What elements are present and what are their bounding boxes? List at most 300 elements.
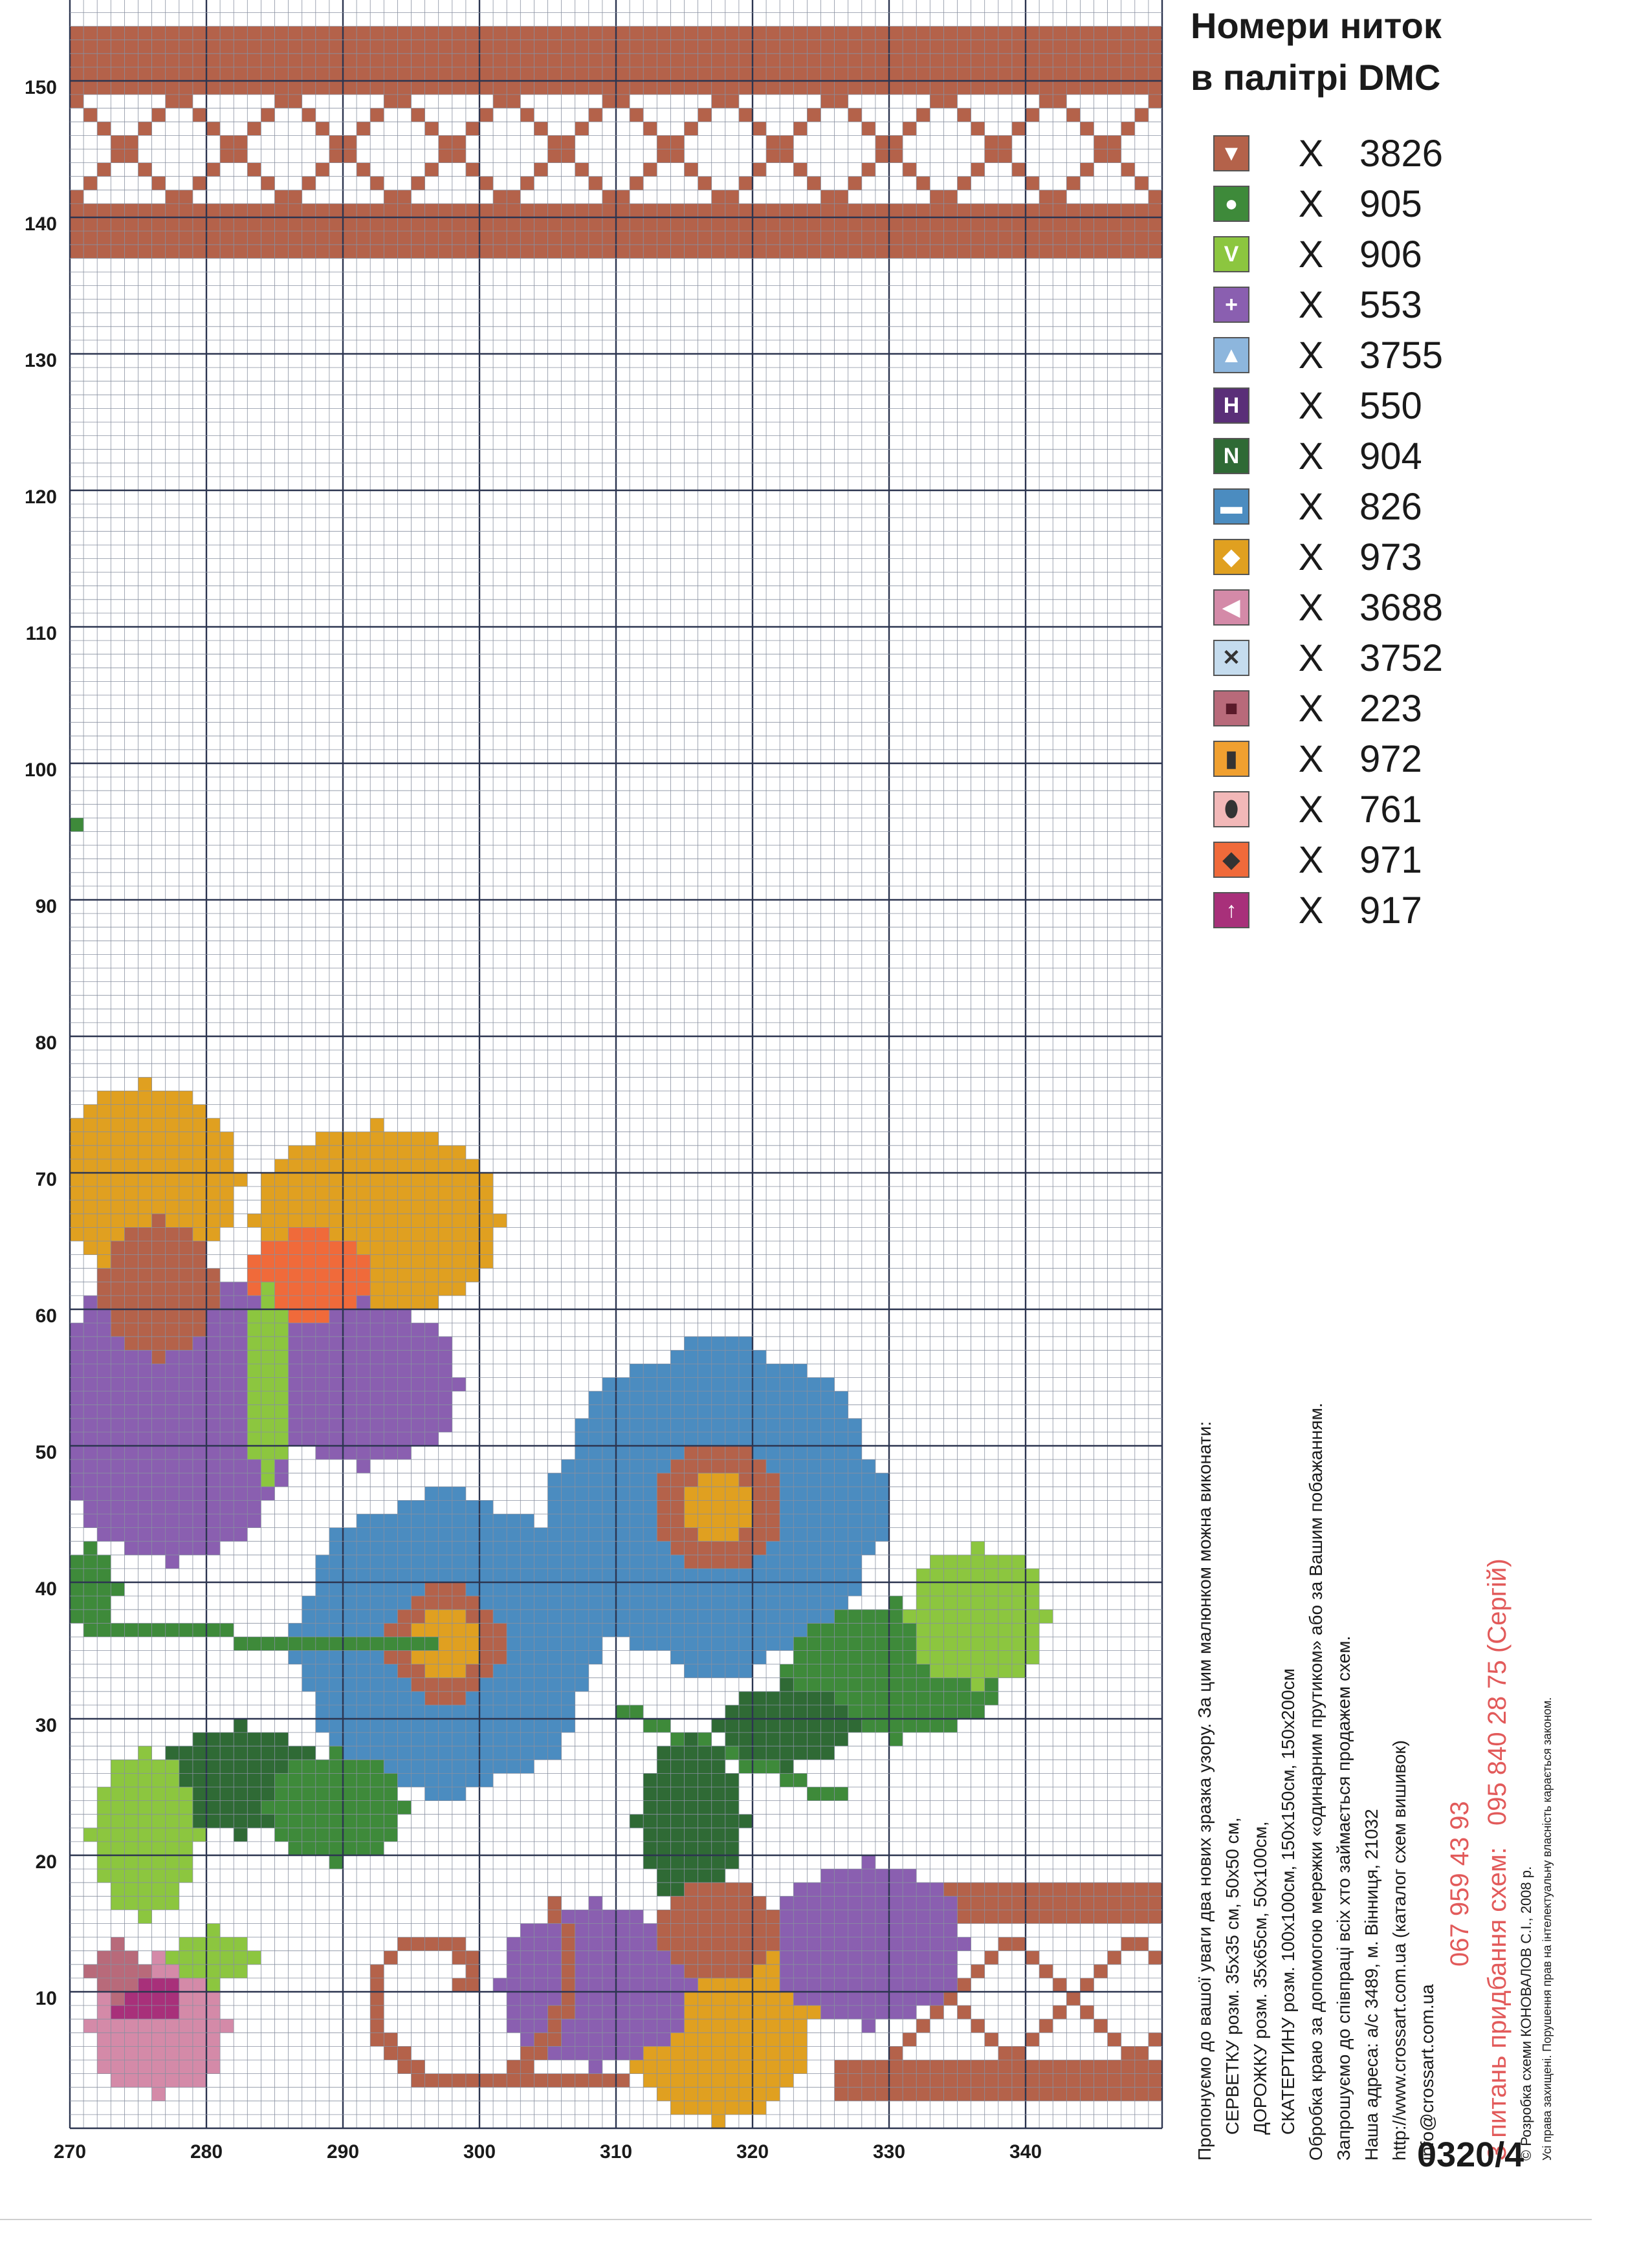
stitch-cell bbox=[670, 2074, 684, 2088]
stitch-cell bbox=[412, 1664, 425, 1678]
stitch-cell bbox=[111, 1869, 124, 1882]
stitch-cell bbox=[111, 1336, 124, 1350]
stitch-cell bbox=[1053, 81, 1066, 94]
stitch-cell bbox=[397, 1186, 411, 1200]
stitch-cell bbox=[889, 2074, 903, 2088]
stitch-cell bbox=[479, 1596, 493, 1609]
stitch-cell bbox=[807, 1623, 820, 1637]
stitch-cell bbox=[916, 231, 930, 245]
stitch-cell bbox=[862, 2060, 875, 2074]
stitch-cell bbox=[138, 217, 152, 231]
stitch-cell bbox=[889, 149, 903, 163]
stitch-cell bbox=[452, 1269, 466, 1282]
stitch-cell bbox=[725, 81, 739, 94]
stitch-cell bbox=[807, 1500, 820, 1514]
stitch-cell bbox=[889, 1924, 903, 1937]
stitch-cell bbox=[848, 54, 862, 67]
stitch-cell bbox=[562, 1487, 575, 1500]
stitch-cell bbox=[439, 1582, 452, 1596]
stitch-cell bbox=[1080, 1978, 1094, 1992]
stitch-cell bbox=[384, 1364, 397, 1377]
stitch-cell bbox=[370, 27, 384, 40]
stitch-cell bbox=[534, 1937, 547, 1951]
stitch-cell bbox=[302, 27, 316, 40]
stitch-cell bbox=[643, 2074, 657, 2088]
stitch-cell bbox=[329, 1555, 343, 1569]
stitch-cell bbox=[412, 1542, 425, 1555]
stitch-cell bbox=[111, 1350, 124, 1364]
stitch-cell bbox=[425, 1664, 439, 1678]
stitch-cell bbox=[397, 1323, 411, 1336]
stitch-cell bbox=[370, 1842, 384, 1855]
stitch-cell bbox=[821, 1924, 835, 1937]
stitch-cell bbox=[397, 1336, 411, 1350]
stitch-cell bbox=[575, 1992, 589, 2005]
stitch-cell bbox=[985, 2074, 998, 2088]
stitch-cell bbox=[316, 1637, 329, 1650]
stitch-cell bbox=[985, 40, 998, 54]
stitch-cell bbox=[261, 1200, 274, 1214]
stitch-cell bbox=[753, 204, 766, 217]
stitch-cell bbox=[930, 204, 943, 217]
stitch-cell bbox=[875, 54, 889, 67]
stitch-cell bbox=[616, 231, 630, 245]
stitch-cell bbox=[575, 1555, 589, 1569]
stitch-cell bbox=[520, 204, 534, 217]
stitch-cell bbox=[657, 1978, 670, 1992]
stitch-cell bbox=[124, 1091, 138, 1104]
stitch-cell bbox=[753, 2046, 766, 2060]
stitch-cell bbox=[412, 1227, 425, 1241]
stitch-cell bbox=[384, 1214, 397, 1227]
stitch-cell bbox=[848, 1869, 862, 1882]
stitch-cell bbox=[712, 1965, 725, 1978]
stitch-cell bbox=[412, 1692, 425, 1705]
stitch-cell bbox=[1026, 217, 1039, 231]
stitch-cell bbox=[848, 40, 862, 54]
stitch-cell bbox=[261, 1473, 274, 1487]
stitch-cell bbox=[97, 1227, 111, 1241]
stitch-cell bbox=[548, 1623, 562, 1637]
stitch-cell bbox=[520, 1555, 534, 1569]
stitch-cell bbox=[534, 2005, 547, 2019]
stitch-cell bbox=[357, 1132, 370, 1146]
stitch-cell bbox=[479, 1637, 493, 1650]
stitch-cell bbox=[166, 1992, 179, 2005]
stitch-cell bbox=[247, 1323, 261, 1336]
stitch-cell bbox=[520, 1692, 534, 1705]
stitch-cell bbox=[138, 2060, 152, 2074]
stitch-cell bbox=[835, 204, 848, 217]
stitch-cell bbox=[616, 1609, 630, 1623]
stitch-cell bbox=[1039, 54, 1053, 67]
stitch-cell bbox=[111, 217, 124, 231]
stitch-cell bbox=[1135, 245, 1149, 258]
stitch-cell bbox=[930, 231, 943, 245]
stitch-cell bbox=[152, 1896, 166, 1910]
stitch-cell bbox=[958, 1937, 971, 1951]
stitch-cell bbox=[821, 1719, 835, 1732]
stitch-cell bbox=[343, 1296, 357, 1309]
stitch-cell bbox=[138, 40, 152, 54]
stitch-cell bbox=[630, 2005, 643, 2019]
stitch-cell bbox=[439, 54, 452, 67]
stitch-cell bbox=[193, 245, 206, 258]
stitch-cell bbox=[807, 1582, 820, 1596]
stitch-cell bbox=[166, 1309, 179, 1323]
stitch-cell bbox=[193, 2074, 206, 2088]
stitch-cell bbox=[193, 1214, 206, 1227]
stitch-cell bbox=[247, 1773, 261, 1787]
stitch-cell bbox=[998, 1569, 1012, 1582]
stitch-cell bbox=[1012, 245, 1026, 258]
stitch-cell bbox=[343, 1227, 357, 1241]
stitch-cell bbox=[507, 1732, 520, 1746]
stitch-cell bbox=[1121, 2074, 1135, 2088]
stitch-cell bbox=[452, 1146, 466, 1159]
stitch-cell bbox=[1066, 204, 1080, 217]
stitch-cell bbox=[875, 1514, 889, 1528]
stitch-cell bbox=[370, 1746, 384, 1760]
stitch-cell bbox=[152, 1623, 166, 1637]
stitch-cell bbox=[166, 1500, 179, 1514]
stitch-cell bbox=[943, 1965, 957, 1978]
stitch-cell bbox=[848, 67, 862, 81]
stitch-cell bbox=[739, 54, 753, 67]
stitch-cell bbox=[602, 1446, 616, 1459]
stitch-cell bbox=[70, 217, 83, 231]
stitch-cell bbox=[412, 67, 425, 81]
stitch-cell bbox=[179, 1487, 193, 1500]
stitch-cell bbox=[903, 2074, 916, 2088]
stitch-cell bbox=[657, 1951, 670, 1965]
stitch-cell bbox=[425, 1678, 439, 1692]
stitch-cell bbox=[97, 1405, 111, 1419]
stitch-cell bbox=[247, 1746, 261, 1760]
stitch-cell bbox=[739, 1419, 753, 1432]
stitch-cell bbox=[425, 1200, 439, 1214]
stitch-cell bbox=[507, 1582, 520, 1596]
stitch-cell bbox=[329, 1760, 343, 1773]
stitch-cell bbox=[343, 1200, 357, 1214]
stitch-cell bbox=[985, 1596, 998, 1609]
stitch-cell bbox=[1108, 2088, 1121, 2101]
stitch-cell bbox=[616, 27, 630, 40]
stitch-cell bbox=[575, 1582, 589, 1596]
stitch-cell bbox=[1053, 1910, 1066, 1923]
stitch-cell bbox=[329, 1801, 343, 1815]
stitch-cell bbox=[152, 1787, 166, 1801]
stitch-cell bbox=[875, 1978, 889, 1992]
stitch-cell bbox=[903, 245, 916, 258]
stitch-cell bbox=[166, 1978, 179, 1992]
stitch-cell bbox=[370, 1282, 384, 1296]
stitch-cell bbox=[698, 2101, 712, 2115]
stitch-cell bbox=[247, 1350, 261, 1364]
stitch-cell bbox=[698, 1623, 712, 1637]
stitch-cell bbox=[807, 108, 820, 122]
stitch-cell bbox=[179, 217, 193, 231]
stitch-cell bbox=[548, 1500, 562, 1514]
stitch-cell bbox=[835, 1609, 848, 1623]
stitch-cell bbox=[875, 1719, 889, 1732]
stitch-cell bbox=[193, 231, 206, 245]
stitch-cell bbox=[862, 2019, 875, 2033]
stitch-cell bbox=[725, 54, 739, 67]
stitch-cell bbox=[343, 27, 357, 40]
stitch-cell bbox=[848, 1514, 862, 1528]
stitch-cell bbox=[83, 1336, 97, 1350]
stitch-cell bbox=[289, 1227, 302, 1241]
stitch-cell bbox=[889, 1692, 903, 1705]
stitch-cell bbox=[357, 1186, 370, 1200]
stitch-cell bbox=[520, 2074, 534, 2088]
stitch-cell bbox=[712, 1378, 725, 1391]
stitch-cell bbox=[712, 1446, 725, 1459]
stitch-cell bbox=[439, 1528, 452, 1542]
stitch-cell bbox=[111, 1186, 124, 1200]
stitch-cell bbox=[630, 54, 643, 67]
stitch-cell bbox=[152, 245, 166, 258]
stitch-cell bbox=[862, 245, 875, 258]
stitch-cell bbox=[152, 1487, 166, 1500]
stitch-cell bbox=[425, 1241, 439, 1255]
stitch-cell bbox=[493, 1637, 507, 1650]
stitch-cell bbox=[943, 204, 957, 217]
stitch-cell bbox=[807, 27, 820, 40]
stitch-cell bbox=[685, 2088, 698, 2101]
stitch-cell bbox=[206, 1801, 220, 1815]
stitch-cell bbox=[138, 1391, 152, 1405]
stitch-cell bbox=[179, 1323, 193, 1336]
stitch-cell bbox=[302, 1364, 316, 1377]
stitch-cell bbox=[247, 1801, 261, 1815]
stitch-cell bbox=[193, 1255, 206, 1269]
stitch-cell bbox=[97, 67, 111, 81]
stitch-cell bbox=[685, 1446, 698, 1459]
stitch-cell bbox=[275, 1773, 289, 1787]
stitch-cell bbox=[370, 1719, 384, 1732]
stitch-cell bbox=[575, 204, 589, 217]
stitch-cell bbox=[138, 204, 152, 217]
stitch-cell bbox=[152, 1760, 166, 1773]
stitch-cell bbox=[152, 2088, 166, 2101]
stitch-cell bbox=[97, 122, 111, 135]
stitch-cell bbox=[289, 1173, 302, 1186]
stitch-cell bbox=[780, 245, 793, 258]
stitch-cell bbox=[1108, 1882, 1121, 1896]
stitch-cell bbox=[821, 1569, 835, 1582]
stitch-cell bbox=[97, 27, 111, 40]
stitch-cell bbox=[397, 1719, 411, 1732]
stitch-cell bbox=[220, 1500, 234, 1514]
stitch-cell bbox=[370, 67, 384, 81]
stitch-cell bbox=[97, 1459, 111, 1473]
legend-x: X bbox=[1298, 384, 1324, 427]
stitch-cell bbox=[657, 1992, 670, 2005]
stitch-cell bbox=[602, 217, 616, 231]
stitch-cell bbox=[780, 1719, 793, 1732]
stitch-cell bbox=[70, 1419, 83, 1432]
stitch-cell bbox=[943, 27, 957, 40]
stitch-cell bbox=[466, 1637, 479, 1650]
stitch-cell bbox=[985, 1882, 998, 1896]
stitch-cell bbox=[220, 67, 234, 81]
stitch-cell bbox=[138, 27, 152, 40]
stitch-cell bbox=[685, 1801, 698, 1815]
stitch-cell bbox=[343, 1569, 357, 1582]
stitch-cell bbox=[138, 1118, 152, 1132]
stitch-cell bbox=[384, 1773, 397, 1787]
stitch-cell bbox=[247, 81, 261, 94]
stitch-cell bbox=[766, 1446, 780, 1459]
stitch-cell bbox=[1026, 1569, 1039, 1582]
stitch-cell bbox=[875, 217, 889, 231]
stitch-cell bbox=[412, 1937, 425, 1951]
stitch-cell bbox=[275, 1801, 289, 1815]
stitch-cell bbox=[412, 1146, 425, 1159]
stitch-cell bbox=[439, 1336, 452, 1350]
stitch-cell bbox=[384, 1227, 397, 1241]
stitch-cell bbox=[111, 1255, 124, 1269]
stitch-cell bbox=[848, 1937, 862, 1951]
stitch-cell bbox=[1053, 27, 1066, 40]
stitch-cell bbox=[124, 1828, 138, 1842]
stitch-cell bbox=[384, 27, 397, 40]
stitch-cell bbox=[138, 1159, 152, 1173]
stitch-cell bbox=[807, 1719, 820, 1732]
stitch-cell bbox=[848, 1542, 862, 1555]
stitch-cell bbox=[698, 1569, 712, 1582]
stitch-cell bbox=[889, 2088, 903, 2101]
stitch-cell bbox=[739, 1350, 753, 1364]
stitch-cell bbox=[753, 1992, 766, 2005]
stitch-cell bbox=[698, 1419, 712, 1432]
stitch-cell bbox=[452, 1227, 466, 1241]
grid-lines bbox=[70, 0, 1162, 2128]
stitch-cell bbox=[971, 1965, 985, 1978]
stitch-cell bbox=[657, 245, 670, 258]
stitch-cell bbox=[903, 1937, 916, 1951]
stitch-cell bbox=[166, 1214, 179, 1227]
stitch-cell bbox=[848, 1582, 862, 1596]
stitch-cell bbox=[575, 1965, 589, 1978]
stitch-cell bbox=[602, 1951, 616, 1965]
stitch-cell bbox=[179, 1186, 193, 1200]
stitch-cell bbox=[138, 67, 152, 81]
stitch-cell bbox=[712, 217, 725, 231]
stitch-cell bbox=[166, 1965, 179, 1978]
stitch-cell bbox=[739, 1500, 753, 1514]
stitch-cell bbox=[70, 1609, 83, 1623]
stitch-cell bbox=[425, 1514, 439, 1528]
stitch-cell bbox=[848, 1500, 862, 1514]
stitch-cell bbox=[548, 245, 562, 258]
stitch-cell bbox=[698, 1596, 712, 1609]
stitch-cell bbox=[275, 204, 289, 217]
stitch-cell bbox=[1121, 1882, 1135, 1896]
stitch-cell bbox=[916, 1951, 930, 1965]
stitch-cell bbox=[630, 67, 643, 81]
stitch-cell bbox=[739, 1732, 753, 1746]
stitch-cell bbox=[1094, 67, 1108, 81]
stitch-cell bbox=[753, 1364, 766, 1377]
stitch-cell bbox=[1121, 81, 1135, 94]
stitch-cell bbox=[821, 94, 835, 108]
stitch-cell bbox=[875, 149, 889, 163]
stitch-cell bbox=[70, 1323, 83, 1336]
stitch-cell bbox=[753, 1514, 766, 1528]
stitch-cell bbox=[166, 67, 179, 81]
stitch-cell bbox=[685, 2074, 698, 2088]
stitch-cell bbox=[753, 40, 766, 54]
stitch-cell bbox=[930, 190, 943, 204]
stitch-cell bbox=[452, 1378, 466, 1391]
stitch-cell bbox=[384, 94, 397, 108]
stitch-cell bbox=[780, 1978, 793, 1992]
stitch-cell bbox=[1026, 1582, 1039, 1596]
stitch-cell bbox=[357, 1609, 370, 1623]
stitch-cell bbox=[439, 67, 452, 81]
stitch-cell bbox=[616, 1623, 630, 1637]
stitch-cell bbox=[152, 1214, 166, 1227]
stitch-cell bbox=[343, 1528, 357, 1542]
stitch-cell bbox=[616, 1992, 630, 2005]
stitch-cell bbox=[384, 1282, 397, 1296]
stitch-cell bbox=[575, 1473, 589, 1487]
stitch-cell bbox=[643, 1459, 657, 1473]
stitch-cell bbox=[889, 1664, 903, 1678]
stitch-cell bbox=[70, 1173, 83, 1186]
stitch-cell bbox=[97, 1609, 111, 1623]
stitch-cell bbox=[138, 1965, 152, 1978]
stitch-cell bbox=[548, 2046, 562, 2060]
stitch-cell bbox=[821, 1882, 835, 1896]
stitch-cell bbox=[643, 2019, 657, 2033]
stitch-cell bbox=[670, 1855, 684, 1869]
stitch-cell bbox=[548, 1542, 562, 1555]
stitch-cell bbox=[875, 1623, 889, 1637]
stitch-cell bbox=[670, 1732, 684, 1746]
stitch-cell bbox=[1012, 1910, 1026, 1923]
stitch-cell bbox=[138, 1773, 152, 1787]
stitch-cell bbox=[685, 1924, 698, 1937]
stitch-cell bbox=[725, 1896, 739, 1910]
stitch-cell bbox=[725, 1855, 739, 1869]
stitch-cell bbox=[780, 27, 793, 40]
stitch-cell bbox=[452, 1500, 466, 1514]
stitch-cell bbox=[807, 54, 820, 67]
stitch-cell bbox=[439, 1569, 452, 1582]
stitch-cell bbox=[862, 1965, 875, 1978]
stitch-cell bbox=[916, 1623, 930, 1637]
stitch-cell bbox=[343, 1419, 357, 1432]
stitch-cell bbox=[698, 1487, 712, 1500]
stitch-cell bbox=[780, 1992, 793, 2005]
stitch-cell bbox=[985, 1896, 998, 1910]
stitch-cell bbox=[575, 1528, 589, 1542]
stitch-cell bbox=[1039, 217, 1053, 231]
stitch-cell bbox=[452, 1623, 466, 1637]
stitch-cell bbox=[439, 135, 452, 149]
stitch-cell bbox=[958, 177, 971, 190]
stitch-cell bbox=[985, 27, 998, 40]
stitch-cell bbox=[138, 54, 152, 67]
stitch-cell bbox=[602, 1992, 616, 2005]
stitch-cell bbox=[807, 1637, 820, 1650]
stitch-cell bbox=[712, 2019, 725, 2033]
stitch-cell bbox=[903, 1623, 916, 1637]
